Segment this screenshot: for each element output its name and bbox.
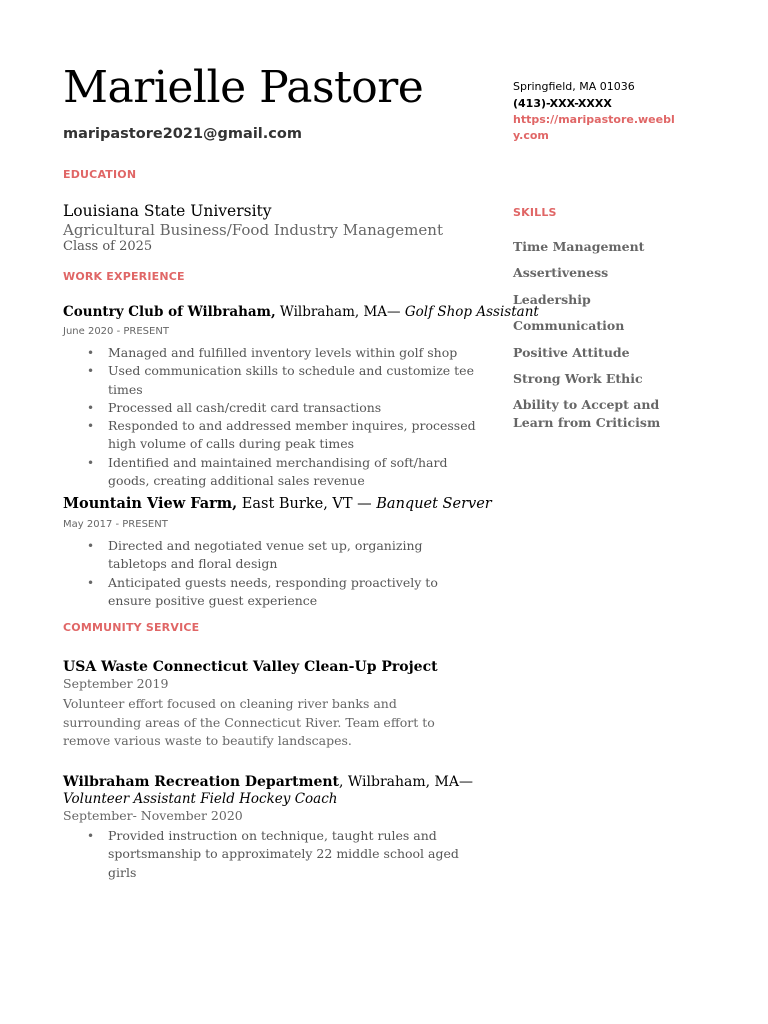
list-item: • Managed and fulfilled inventory levels within golf shop (63, 344, 483, 362)
job-dates: May 2017 - PRESENT (63, 519, 168, 530)
project-date: September- November 2020 (63, 808, 243, 823)
list-item: • Processed all cash/credit card transactions (63, 399, 483, 417)
project-title: USA Waste Connecticut Valley Clean-Up Project (63, 659, 438, 675)
job-title-line (63, 495, 492, 512)
job-role: Golf Shop Assistant (404, 304, 539, 320)
project-location: , Wilbraham, MA— (339, 774, 473, 790)
website-link[interactable]: https://maripastore.weebly.com (513, 113, 675, 142)
job-dates: June 2020 - PRESENT (63, 326, 169, 337)
project-title-line (63, 774, 473, 790)
school-name: Louisiana State University (63, 202, 272, 220)
job-bullets (63, 537, 483, 610)
job-role: Banquet Server (376, 496, 492, 512)
skill-item: Ability to Accept and Learn from Criticism (513, 397, 661, 431)
list-item: • Identified and maintained merchandising of soft/hard goods, creating additional sales revenue (63, 454, 483, 491)
skills-list (513, 238, 693, 441)
work-heading: WORK EXPERIENCE (63, 270, 185, 283)
project-date: September 2019 (63, 676, 169, 691)
job-location: Wilbraham, MA— (275, 304, 405, 320)
job-location: East Burke, VT — (237, 496, 377, 512)
email-address[interactable]: maripastore2021@gmail.com (63, 126, 302, 142)
project-bullets (63, 827, 463, 882)
skills-heading: SKILLS (513, 206, 557, 219)
skill-item: Assertiveness (513, 265, 609, 281)
job-title-line (63, 304, 539, 320)
project-role: Volunteer Assistant Field Hockey Coach (63, 791, 338, 807)
skill-item: Strong Work Ethic (513, 370, 643, 386)
list-item: • Provided instruction on technique, taught rules and sportsmanship to approximately 22 middle school aged girls (63, 827, 463, 882)
job-org: Mountain View Farm, (63, 495, 238, 512)
degree-name: Agricultural Business/Food Industry Management (63, 221, 443, 239)
education-heading: EDUCATION (63, 168, 137, 181)
project-description: Volunteer effort focused on cleaning river banks and surrounding areas of the Connecticut River. Team effort to remove various waste to beautify landscapes. (63, 696, 435, 748)
skill-item: Positive Attitude (513, 344, 630, 360)
project-title: Wilbraham Recreation Department (63, 774, 340, 790)
skill-item: Time Management (513, 239, 645, 254)
list-item: • Used communication skills to schedule and customize tee times (63, 362, 483, 399)
contact-phone: (413)-XXX-XXXX (513, 97, 612, 110)
job-bullets (63, 344, 483, 490)
contact-location: Springfield, MA 01036 (513, 80, 635, 93)
person-name: Marielle Pastore (63, 62, 424, 113)
class-year: Class of 2025 (63, 239, 153, 254)
list-item: • Responded to and addressed member inquires, processed high volume of calls during peak times (63, 417, 483, 454)
skill-item: Leadership (513, 291, 591, 307)
skill-item: Communication (513, 318, 625, 334)
job-org: Country Club of Wilbraham, (63, 304, 276, 320)
list-item: • Directed and negotiated venue set up, organizing tabletops and floral design (63, 537, 483, 574)
community-heading: COMMUNITY SERVICE (63, 621, 200, 634)
list-item: • Anticipated guests needs, responding proactively to ensure positive guest experience (63, 574, 483, 611)
